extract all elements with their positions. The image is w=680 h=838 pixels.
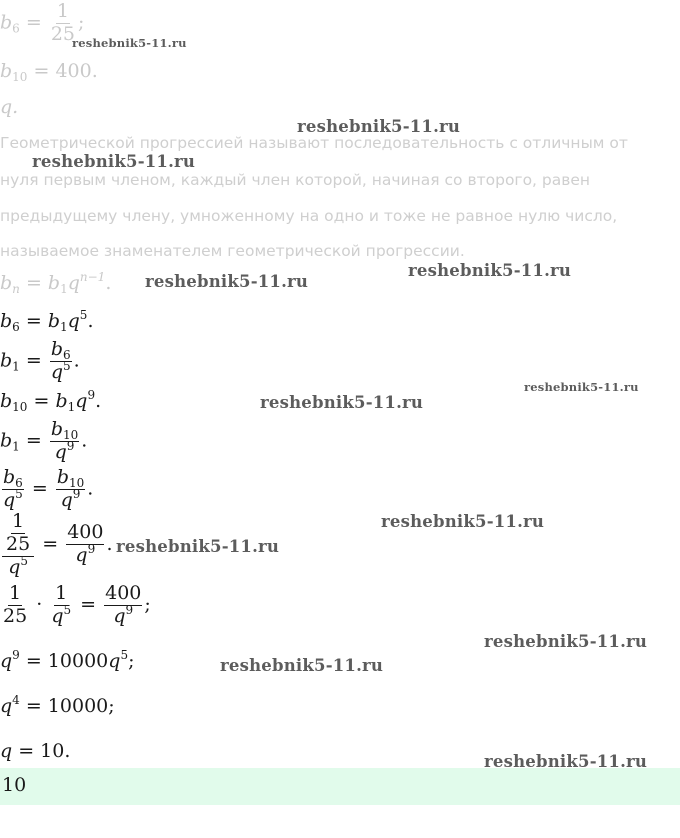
step-2: $b_1$ = $\frac{b_6}{q^5}$ . — [0, 338, 80, 383]
watermark: reshebnik5-11.ru — [381, 512, 545, 531]
step-9: $q^4 = 10000$; — [0, 693, 115, 717]
step-4: $b_1$ = $\frac{b_{10}}{q^9}$ . — [0, 418, 88, 463]
fraction: $\frac{b_{10}}{q^9}$ — [56, 466, 85, 511]
answer-value: 10 — [2, 774, 27, 796]
general-term-formula: $b_n = b_1q^{n-1}$. — [0, 270, 112, 296]
watermark: reshebnik5-11.ru — [220, 656, 384, 675]
find-q: q. — [0, 96, 19, 118]
watermark: reshebnik5-11.ru — [484, 752, 648, 771]
step-7: $\frac{1}{25}$ · $\frac{1}{q^5}$ = $\frac{400}{q^9}$ ; — [3, 582, 151, 627]
given-b6: $b_6$ = $\frac{1}{25}$ ; — [0, 0, 85, 45]
step-3: $b_{10} = b_1q^9$. — [0, 388, 102, 414]
fraction: $\frac{b_6}{q^5}$ — [50, 338, 71, 383]
compound-fraction: $\frac{\frac{1}{25}}{q^5}$ — [2, 512, 34, 578]
step-5: $\frac{b_6}{q^5}$ = $\frac{b_{10}}{q^9}$ . — [3, 466, 94, 511]
fraction: $\frac{1}{25}$ — [50, 0, 75, 45]
watermark: reshebnik5-11.ru — [145, 272, 309, 291]
watermark: reshebnik5-11.ru — [408, 261, 572, 280]
definition-line-2: нуля первым членом, каждый член которой, начиная со второго, равен — [0, 171, 591, 189]
fraction: $\frac{b_{10}}{q^9}$ — [50, 418, 79, 463]
definition-line-1: Геометрической прогрессией называют последовательность с отличным от — [0, 134, 628, 152]
fraction: $\frac{1}{q^5}$ — [51, 582, 72, 627]
definition-line-3: предыдущему члену, умноженному на одно и тоже не равное нулю число, — [0, 207, 618, 225]
fraction: $\frac{400}{q^9}$ — [105, 582, 142, 627]
watermark: reshebnik5-11.ru — [484, 632, 648, 651]
step-6: $\frac{\frac{1}{25}}{q^5}$ = $\frac{400}{q^9}$ . — [0, 512, 113, 578]
given-b10: $b_{10} = 400$. — [0, 60, 98, 84]
definition-line-4: называемое знаменателем геометрической прогрессии. — [0, 242, 465, 260]
watermark: reshebnik5-11.ru — [524, 380, 639, 394]
answer-bar — [0, 768, 680, 805]
step-10: q = 10. — [0, 740, 71, 762]
watermark: reshebnik5-11.ru — [32, 152, 196, 171]
step-1: $b_6 = b_1q^5$. — [0, 308, 94, 334]
fraction: $\frac{b_6}{q^5}$ — [3, 466, 23, 511]
watermark: reshebnik5-11.ru — [297, 117, 461, 136]
fraction: $\frac{1}{25}$ — [6, 510, 31, 555]
step-8: $q^9 = 10000q^5$; — [0, 648, 135, 672]
fraction: $\frac{1}{25}$ — [3, 582, 28, 627]
watermark: reshebnik5-11.ru — [116, 537, 280, 556]
watermark: reshebnik5-11.ru — [72, 36, 187, 50]
fraction: $\frac{400}{q^9}$ — [67, 521, 104, 567]
watermark: reshebnik5-11.ru — [260, 393, 424, 412]
